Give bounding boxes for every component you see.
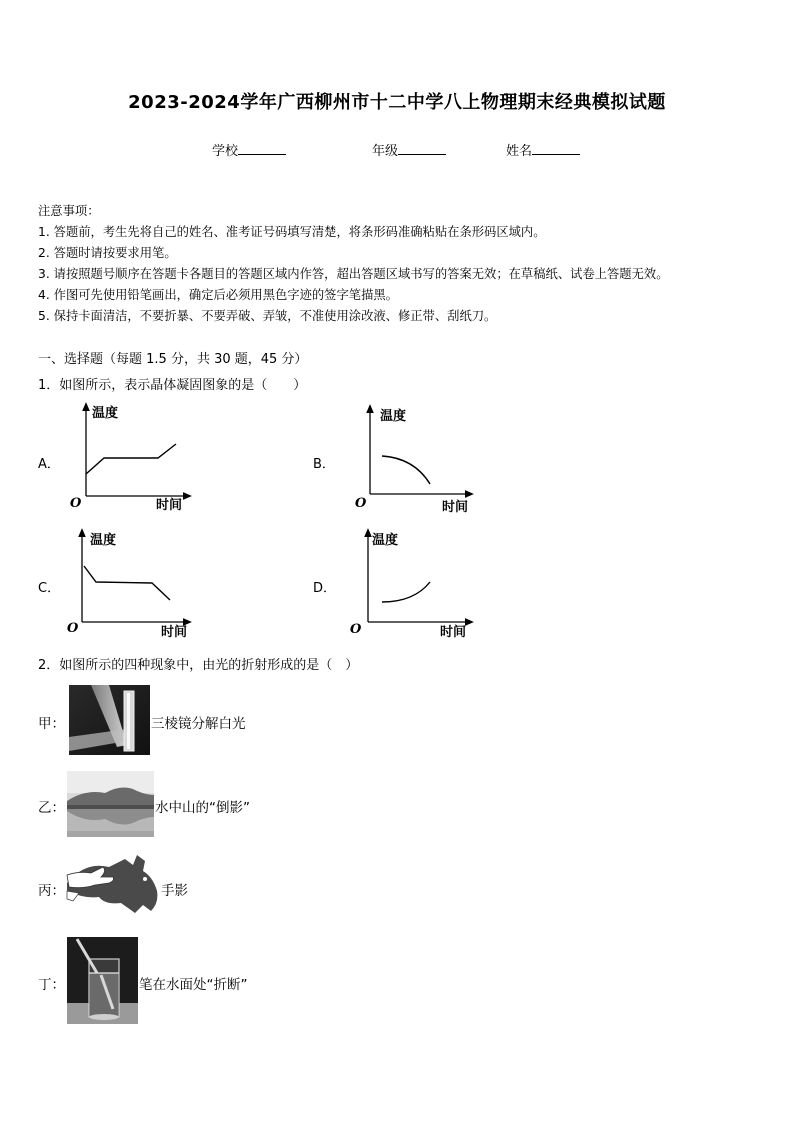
origin-label: O bbox=[350, 622, 362, 637]
name-blank bbox=[532, 142, 580, 155]
option-a-label: A． bbox=[38, 457, 60, 472]
question-2: 2．如图所示的四种现象中，由光的折射形成的是（ ） bbox=[38, 658, 359, 673]
item-bing-caption: 手影 bbox=[161, 883, 188, 899]
graph-b bbox=[352, 404, 482, 516]
name-label: 姓名 bbox=[506, 144, 533, 159]
x-axis-label: 时间 bbox=[156, 498, 183, 513]
x-axis-label: 时间 bbox=[442, 500, 469, 515]
school-blank bbox=[238, 142, 286, 155]
notes-item: 1. 答题前，考生先将自己的姓名、准考证号码填写清楚，将条形码准确粘贴在条形码区域内。 bbox=[38, 225, 546, 239]
notes-heading: 注意事项： bbox=[38, 204, 100, 218]
y-axis-label: 温度 bbox=[380, 409, 407, 424]
notes-item: 2. 答题时请按要求用笔。 bbox=[38, 246, 177, 260]
origin-label: O bbox=[70, 496, 82, 511]
graph-d bbox=[350, 528, 480, 640]
item-bing-label: 丙： bbox=[38, 883, 65, 899]
item-jia-label: 甲： bbox=[38, 716, 65, 732]
grade-label: 年级 bbox=[372, 144, 399, 159]
notes-block bbox=[38, 201, 669, 327]
curve bbox=[84, 566, 170, 600]
question-1: 1．如图所示，表示晶体凝固图象的是（ ） bbox=[38, 378, 307, 393]
grade-field bbox=[372, 140, 446, 159]
option-d-label: D． bbox=[313, 581, 337, 596]
origin-label: O bbox=[67, 621, 79, 636]
curve bbox=[382, 582, 430, 602]
mountain-reflection-photo bbox=[67, 771, 154, 837]
item-ding-label: 丁： bbox=[38, 977, 65, 993]
x-axis-label: 时间 bbox=[161, 625, 188, 640]
y-axis-label: 温度 bbox=[92, 406, 119, 421]
y-axis-label: 温度 bbox=[372, 533, 399, 548]
hand-shadow-photo bbox=[65, 851, 161, 917]
grade-blank bbox=[398, 142, 446, 155]
y-axis-label: 温度 bbox=[90, 533, 117, 548]
curve bbox=[382, 456, 430, 484]
item-ding-caption: 笔在水面处“折断” bbox=[139, 977, 248, 993]
graph-a bbox=[66, 402, 196, 514]
notes-item: 3. 请按照题号顺序在答题卡各题目的答题区域内作答，超出答题区域书写的答案无效；在草稿纸、试卷上答题无效。 bbox=[38, 267, 669, 281]
option-c-label: C． bbox=[38, 581, 61, 596]
school-label: 学校 bbox=[212, 144, 239, 159]
x-axis-label: 时间 bbox=[440, 625, 467, 640]
notes-item: 5. 保持卡面清洁，不要折暴、不要弄破、弄皱，不准使用涂改液、修正带、刮纸刀。 bbox=[38, 309, 497, 323]
curve bbox=[86, 444, 176, 474]
item-jia-caption: 三棱镜分解白光 bbox=[151, 716, 246, 732]
school-field bbox=[212, 140, 286, 159]
notes-item: 4. 作图可先使用铅笔画出，确定后必须用黑色字迹的签字笔描黑。 bbox=[38, 288, 398, 302]
name-field bbox=[506, 140, 580, 159]
pencil-in-water-photo bbox=[67, 937, 138, 1024]
item-yi-label: 乙： bbox=[38, 800, 65, 816]
graph-c bbox=[66, 528, 196, 640]
page-title: 2023-2024学年广西柳州市十二中学八上物理期末经典模拟试题 bbox=[128, 92, 666, 113]
option-b-label: B． bbox=[313, 457, 335, 472]
section-heading: 一、选择题（每题 1.5 分，共 30 题，45 分） bbox=[38, 352, 308, 367]
origin-label: O bbox=[355, 496, 367, 511]
item-yi-caption: 水中山的“倒影” bbox=[155, 800, 250, 816]
prism-photo bbox=[69, 685, 150, 755]
